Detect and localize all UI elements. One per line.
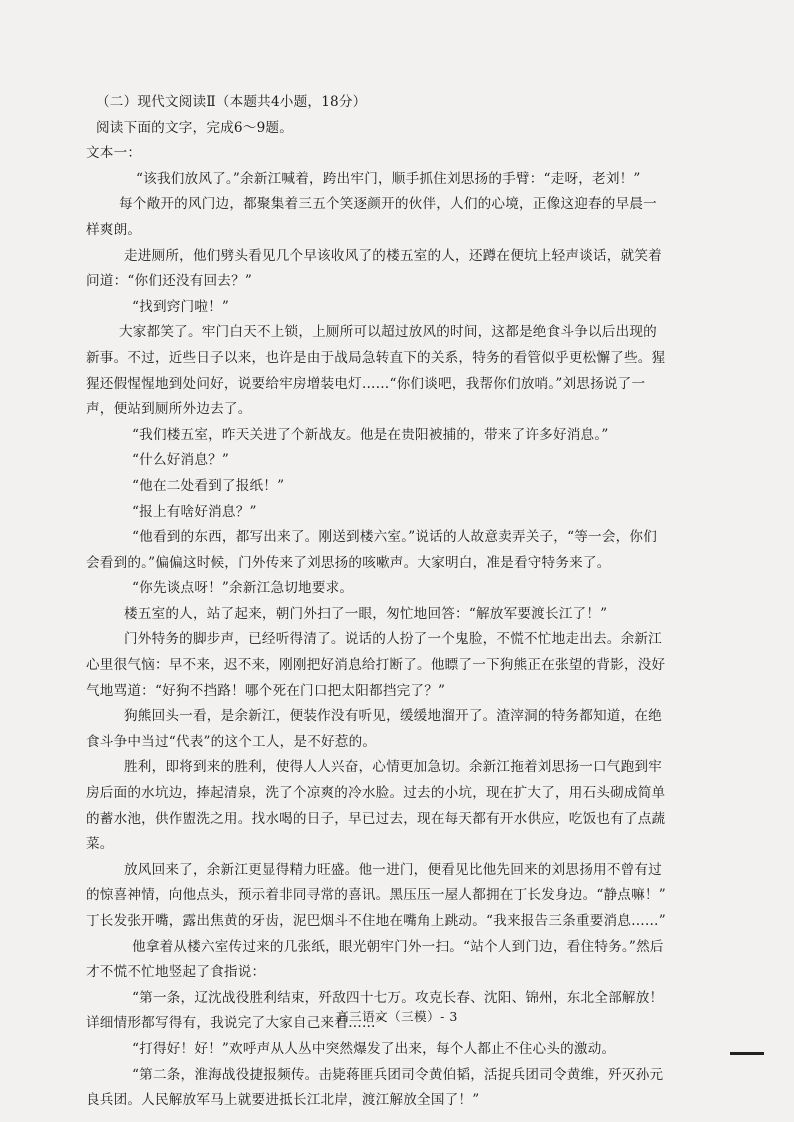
passage-line: 才不慌不忙地竖起了食指说： [86, 964, 266, 981]
passage-line: 气地骂道：“好狗不挡路！哪个死在门口把太阳都挡完了？” [86, 682, 446, 699]
passage-line: 猩还假惺惺地到处问好，说要给牢房增装电灯……“你们谈吧，我帮你们放哨。”刘思扬说了一 [86, 375, 646, 392]
passage-line: “报上有啥好消息？” [132, 503, 257, 520]
passage-line: 大家都笑了。牢门白天不上锁，上厕所可以超过放风的时间，这都是绝食斗争以后出现的 [119, 324, 657, 341]
passage-line: 样爽朗。 [86, 221, 142, 238]
passage-line: 的蓄水池，供作盥洗之用。找水喝的日子，早已过去，现在每天都有开水供应，吃饭也有了点蔬 [86, 810, 666, 827]
passage-lines [86, 167, 722, 1114]
passage-line: 放风回来了，余新江更显得精力旺盛。他一进门，便看见比他先回来的刘思扬用不曾有过 [124, 861, 662, 878]
passage-line: 胜利，即将到来的胜利，使得人人兴奋，心情更加急切。余新江拖着刘思扬一口气跑到牢 [124, 759, 662, 776]
section-title: （二）现代文阅读Ⅱ（本题共4小题，18分） [96, 94, 367, 110]
passage-line: 的惊喜神情，向他点头，预示着非同寻常的喜讯。黑压压一屋人都拥在丁长发身边。“静点嘛！” [86, 887, 666, 904]
passage-line: 门外特务的脚步声，已经听得清了。说话的人扮了一个鬼脸，不慌不忙地走出去。余新江 [124, 631, 662, 648]
passage-line: 问道：“你们还没有回去？” [86, 273, 253, 290]
passage-line: 声，便站到厕所外边去了。 [86, 401, 252, 418]
passage-line: “第一条，辽沈战役胜利结束，歼敌四十七万。攻克长春、沈阳、锦州，东北全部解放！ [132, 989, 664, 1006]
edge-mark [730, 1052, 764, 1055]
passage-line: 走进厕所，他们劈头看见几个早该收风了的楼五室的人，还蹲在便坑上轻声谈话，就笑着 [124, 247, 662, 264]
passage-line: 楼五室的人，站了起来，朝门外扫了一眼，匆忙地回答：“解放军要渡长江了！” [124, 605, 608, 622]
passage-line: 丁长发张开嘴，露出焦黄的牙齿，泥巴烟斗不住地在嘴角上跳动。“我来报告三条重要消息……” [86, 913, 666, 929]
passage-line: 房后面的水坑边，捧起清泉，洗了个凉爽的冷水脸。过去的小坑，现在扩大了，用石头砌成简单 [86, 785, 666, 802]
passage-line: 食斗争中当过“代表”的这个工人，是不好惹的。 [86, 733, 377, 750]
passage-line: “他看到的东西，都写出来了。刚送到楼六室。”说话的人故意卖弄关子，“等一会，你们 [132, 529, 658, 546]
passage-line: 新事。不过，近些日子以来，也许是由于战局急转直下的关系，特务的看管似乎更松懈了些。猩 [86, 349, 666, 366]
passage-line: “我们楼五室，昨天关进了个新战友。他是在贵阳被捕的，带来了许多好消息。” [132, 426, 609, 443]
passage-line: 详细情形都写得有，我说完了大家自己来看……” [86, 1015, 383, 1032]
passage-line: “该我们放风了。”余新江喊着，跨出牢门，顺手抓住刘思扬的手臂：“走呀，老刘！” [136, 170, 641, 187]
passage-line: 良兵团。人民解放军马上就要进抵长江北岸，渡江解放全国了！” [86, 1092, 480, 1109]
passage-line: 心里很气恼：早不来，迟不来，刚刚把好消息给打断了。他瞟了一下狗熊正在张望的背影，没好 [86, 657, 666, 674]
passage-line: 他拿着从楼六室传过来的几张纸，眼光朝牢门外一扫。“站个人到门边，看住特务。”然后 [132, 938, 664, 955]
passage-line: “打得好！好！”欢呼声从人丛中突然爆发了出来，每个人都止不住心头的激动。 [132, 1040, 616, 1057]
text-label: 文本一： [86, 145, 142, 162]
passage-line: 会看到的。”偏偏这时候，门外传来了刘思扬的咳嗽声。大家明白，准是看守特务来了。 [86, 554, 611, 571]
page-footer: 高三语文（三模）- 3 [336, 1009, 458, 1024]
passage-line: 菜。 [86, 836, 114, 853]
reading-passage [86, 90, 722, 1114]
passage-line: “找到窍门啦！” [132, 298, 230, 315]
instruction: 阅读下面的文字，完成6～9题。 [96, 119, 294, 136]
passage-line: 狗熊回头一看，是余新江，便装作没有听见，缓缓地溜开了。渣滓洞的特务都知道，在绝 [124, 708, 662, 725]
passage-line: “什么好消息？” [132, 452, 230, 469]
passage-line: “他在二处看到了报纸！” [132, 477, 285, 494]
passage-line: “你先谈点呀！”余新江急切地要求。 [132, 580, 354, 597]
passage-line: “第二条，淮海战役捷报频传。击毙蒋匪兵团司令黄伯韬，活捉兵团司令黄维，歼灭孙元 [132, 1066, 664, 1083]
passage-line: 每个敞开的风门边，都聚集着三五个笑逐颜开的伙伴，人们的心境，正像这迎春的早晨一 [119, 196, 657, 213]
